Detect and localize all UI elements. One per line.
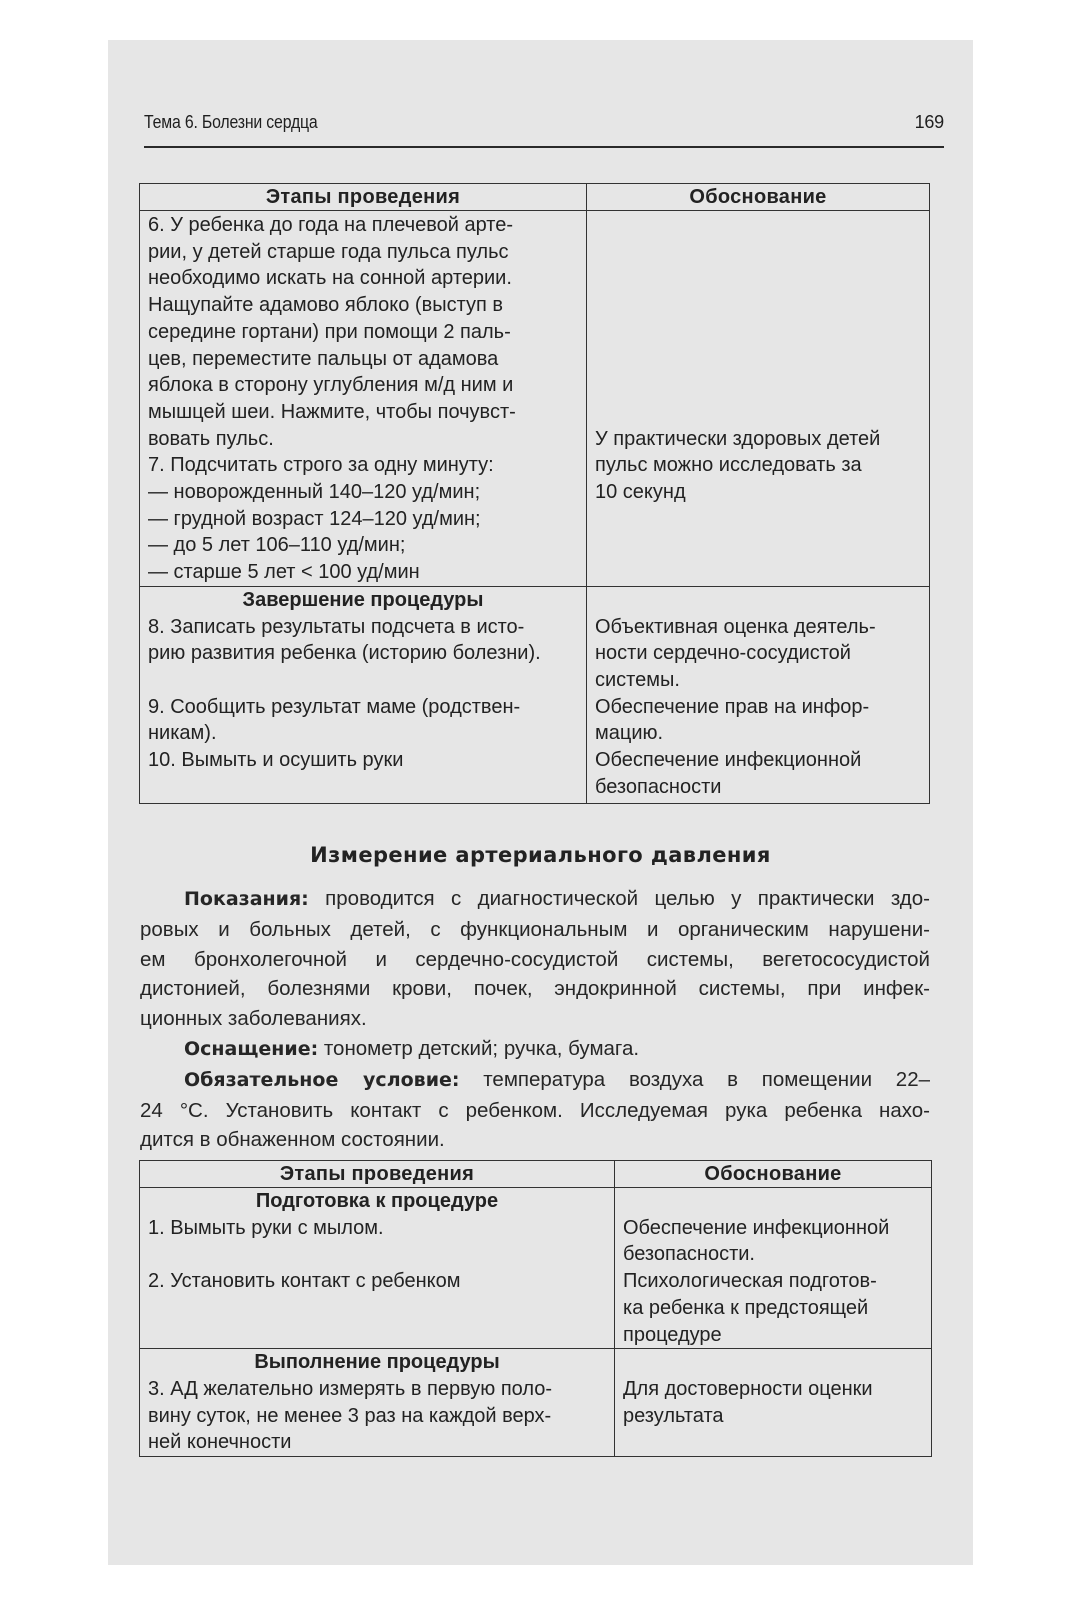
- text-line: цев, переместите пальцы от адамова: [148, 347, 499, 370]
- pulse-procedure-table: [139, 183, 930, 804]
- text-line: 7. Подсчитать строго за одну минуту:: [148, 454, 494, 477]
- text-line: 2. Установить контакт с ребенком: [148, 1270, 461, 1293]
- text-line: яблока в сторону углубления м/д ним и: [148, 374, 514, 397]
- step-6-7-cell: [140, 211, 587, 587]
- text-line: пульс можно исследовать за: [595, 454, 862, 477]
- text-line: безопасности.: [623, 1243, 755, 1266]
- section-heading-execution: Выполнение процедуры: [254, 1351, 500, 1374]
- book-page: [108, 40, 973, 1565]
- execution-steps-cell: [140, 1349, 615, 1457]
- text-line: дистонией, болезнями крови, почек, эндокринной системы, при инфек-: [140, 977, 930, 1001]
- preparation-steps-cell: [140, 1188, 615, 1349]
- text-line: никам).: [148, 722, 217, 745]
- text-line: ционных заболеваниях.: [140, 1007, 367, 1031]
- text-line: Обеспечение прав на инфор-: [595, 695, 870, 718]
- column-header-rationale: Обоснование: [587, 184, 930, 211]
- text-line: Обеспечение инфекционной: [623, 1216, 890, 1239]
- text-line: необходимо искать на сонной артерии.: [148, 267, 512, 290]
- text-line: ровых и больных детей, с функциональным и органическим нарушени-: [140, 917, 930, 941]
- text-line: рию развития ребенка (историю болезни).: [148, 642, 541, 665]
- text-line: середине гортани) при помощи 2 паль-: [148, 320, 511, 343]
- text-line: 10 секунд: [595, 480, 686, 503]
- text-line: Нащупайте адамово яблоко (выступ в: [148, 294, 503, 317]
- text-line: Психологическая подготов-: [623, 1270, 877, 1293]
- text-line: 9. Сообщить результат маме (родствен-: [148, 695, 521, 718]
- completion-steps-cell: [140, 586, 587, 804]
- text-line: 6. У ребенка до года на плечевой арте-: [148, 214, 514, 236]
- section-body: [140, 884, 930, 1155]
- text-line: рии, у детей старше года пульса пульс: [148, 240, 509, 263]
- table-row: [140, 1349, 932, 1457]
- text-line: безопасности: [595, 775, 722, 798]
- equipment-label: Оснащение:: [184, 1037, 319, 1060]
- text-line: 1. Вымыть руки с мылом.: [148, 1216, 384, 1239]
- table-row: [140, 586, 930, 804]
- text-line: системы.: [595, 668, 680, 691]
- text-line: 3. АД желательно измерять в первую поло-: [148, 1377, 553, 1400]
- text-line: Для достоверности оценки: [623, 1377, 873, 1400]
- text-line: вовать пульс.: [148, 427, 274, 450]
- text-line: Обеспечение инфекционной: [595, 749, 862, 772]
- text-line: ности сердечно-сосудистой: [595, 642, 851, 665]
- indications-label: Показания:: [184, 888, 309, 910]
- text-line: ем бронхолегочной и сердечно-сосудистой системы, вегетососудистой: [140, 947, 930, 971]
- table-header-row: [140, 184, 930, 211]
- text-line: ней конечности: [148, 1431, 292, 1454]
- text-line: — новорожденный 140–120 уд/мин;: [148, 481, 481, 504]
- text-line: мышцей шеи. Нажмите, чтобы почувст-: [148, 400, 516, 423]
- text-line: результата: [623, 1404, 724, 1427]
- text-line: ка ребенка к предстоящей: [623, 1296, 869, 1319]
- indications-line: [140, 884, 930, 915]
- table-row: [140, 211, 930, 587]
- table-header-row: [140, 1161, 932, 1188]
- equipment-line: [140, 1034, 930, 1065]
- text-span: температура воздуха в помещении 22–: [459, 1067, 930, 1091]
- text-line: — до 5 лет 106–110 уд/мин;: [148, 534, 406, 557]
- blood-pressure-procedure-table: [139, 1160, 932, 1457]
- text-line: процедуре: [623, 1323, 722, 1346]
- condition-line: [140, 1065, 930, 1096]
- text-line: — грудной возраст 124–120 уд/мин;: [148, 507, 481, 530]
- step-7-rationale-cell: [587, 211, 930, 587]
- section-title: Измерение артериального давления: [310, 843, 771, 867]
- section-heading-preparation: Подготовка к процедуре: [255, 1190, 499, 1212]
- text-line: 10. Вымыть и осушить руки: [148, 749, 404, 772]
- text-span: тонометр детский; ручка, бумага.: [318, 1036, 640, 1060]
- text-line: У практически здоровых детей: [595, 427, 881, 450]
- section-heading-completion: Завершение процедуры: [242, 588, 484, 611]
- running-head-title: Тема 6. Болезни сердца: [144, 112, 318, 132]
- text-line: вину суток, не менее 3 раз на каждой верх-: [148, 1404, 552, 1427]
- text-line: мацию.: [595, 722, 664, 745]
- text-line: 8. Записать результаты подсчета в исто-: [148, 615, 525, 638]
- column-header-stages: Этапы проведения: [140, 184, 587, 211]
- preparation-rationale-cell: [615, 1188, 932, 1349]
- text-line: 24 °С. Установить контакт с ребенком. Исследуемая рука ребенка нахо-: [140, 1098, 930, 1122]
- table-row: [140, 1188, 932, 1349]
- condition-label: Обязательное условие:: [184, 1068, 460, 1091]
- column-header-rationale: Обоснование: [615, 1161, 932, 1188]
- execution-rationale-cell: [615, 1349, 932, 1457]
- text-line: — старше 5 лет < 100 уд/мин: [148, 561, 420, 584]
- column-header-stages: Этапы проведения: [140, 1161, 615, 1188]
- text-span: проводится с диагностической целью у практически здо-: [308, 887, 930, 910]
- page-number: 169: [914, 112, 944, 132]
- completion-rationale-cell: [587, 586, 930, 804]
- text-line: Объективная оценка деятель-: [595, 615, 876, 638]
- text-line: дится в обнаженном состоянии.: [140, 1128, 445, 1152]
- running-head: [144, 112, 944, 148]
